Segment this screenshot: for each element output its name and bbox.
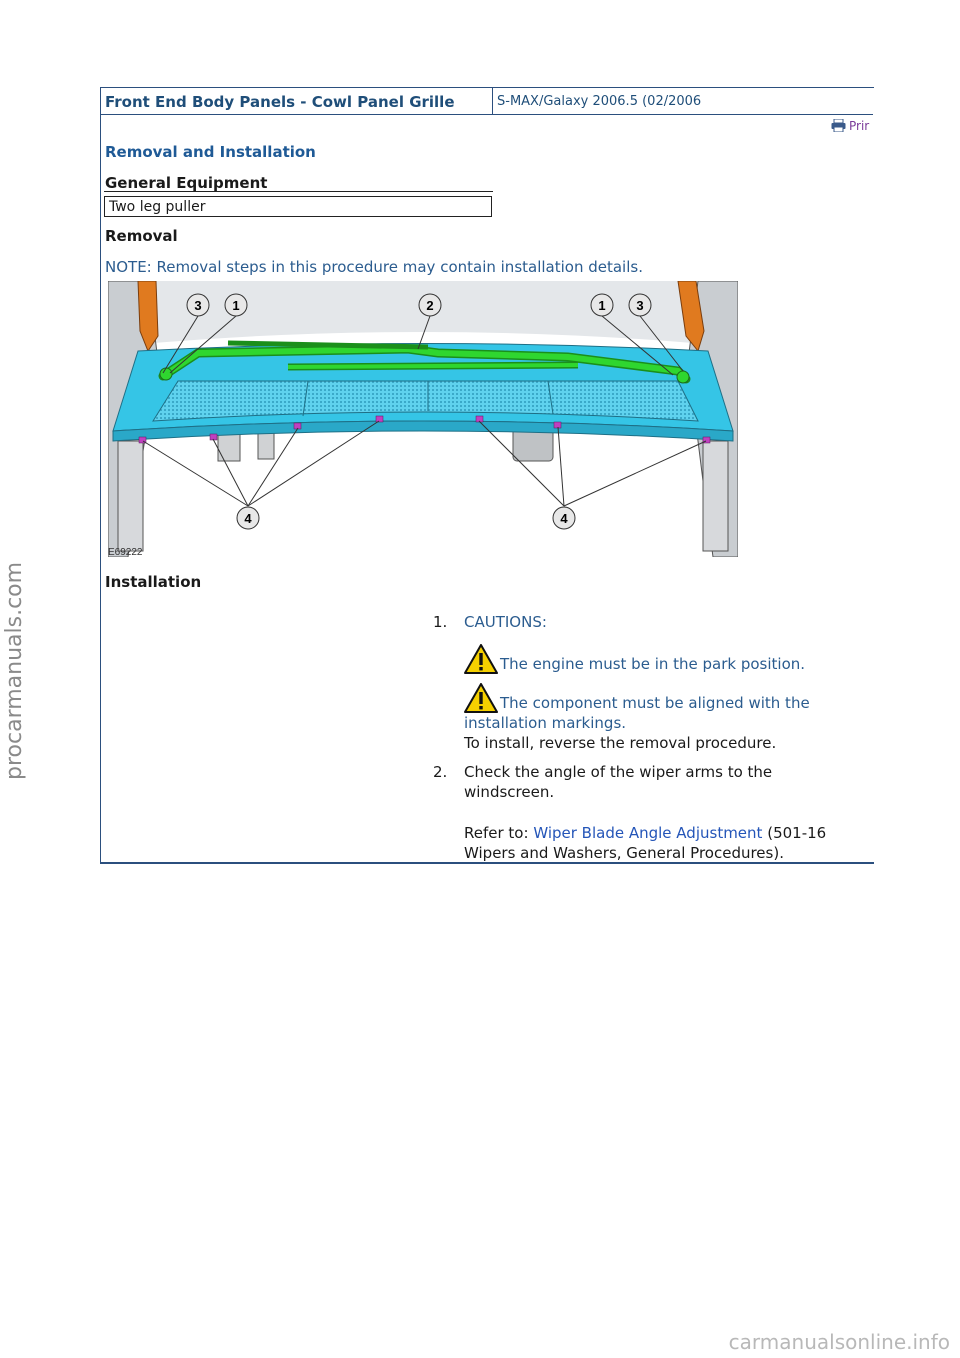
- cowl-grille-illustration: [108, 281, 738, 557]
- svg-text:4: 4: [560, 511, 568, 526]
- page-title: Front End Body Panels - Cowl Panel Grille: [105, 93, 455, 111]
- header-rule: [100, 114, 873, 115]
- removal-note: NOTE: Removal steps in this procedure may contain installation details.: [105, 258, 643, 276]
- step-number: 1.: [433, 613, 448, 631]
- print-button[interactable]: [831, 119, 873, 133]
- header-divider: [492, 87, 493, 114]
- svg-text:3: 3: [636, 298, 644, 313]
- figure-id-label: E69222: [108, 547, 143, 557]
- section-heading-removal-installation: Removal and Installation: [105, 143, 316, 161]
- caution-item: The engine must be in the park position.: [464, 644, 859, 674]
- callout-3-left: [187, 294, 209, 316]
- refer-suffix: (501-16: [767, 824, 827, 842]
- callout-4-left: [237, 507, 259, 529]
- printer-icon: [831, 119, 846, 132]
- callout-1-right: [591, 294, 613, 316]
- refer-prefix: Refer to:: [464, 824, 529, 842]
- warning-icon: [464, 644, 498, 674]
- callout-1-left: [225, 294, 247, 316]
- svg-text:3: 3: [194, 298, 202, 313]
- wiper-blade-angle-link[interactable]: Wiper Blade Angle Adjustment: [533, 824, 763, 842]
- caution-item: The component must be aligned with the installation markings.: [464, 683, 859, 733]
- callout-2: [419, 294, 441, 316]
- model-label: S-MAX/Galaxy 2006.5 (02/2006: [497, 94, 702, 109]
- cautions-label: CAUTIONS:: [464, 613, 547, 631]
- step-number: 2.: [433, 763, 448, 781]
- svg-text:4: 4: [244, 511, 252, 526]
- step-text-line: windscreen.: [464, 783, 555, 801]
- equipment-item: Two leg puller: [104, 196, 492, 217]
- svg-text:1: 1: [598, 298, 606, 313]
- equipment-table: [104, 191, 493, 217]
- removal-heading: Removal: [105, 227, 178, 245]
- watermark-left: procarmanuals.com: [2, 561, 27, 780]
- installation-heading: Installation: [105, 573, 202, 591]
- callout-4-right: [553, 507, 575, 529]
- watermark-bottom: carmanualsonline.info: [728, 1330, 950, 1354]
- refer-line2: Wipers and Washers, General Procedures).: [464, 844, 784, 862]
- svg-text:2: 2: [426, 298, 434, 313]
- svg-text:1: 1: [232, 298, 240, 313]
- general-equipment-heading: General Equipment: [105, 174, 268, 192]
- install-instruction: To install, reverse the removal procedure.: [464, 734, 777, 752]
- warning-icon: [464, 683, 498, 713]
- step-text-line: Check the angle of the wiper arms to the: [464, 763, 773, 781]
- callout-3-right: [629, 294, 651, 316]
- print-label: Prir: [849, 119, 870, 133]
